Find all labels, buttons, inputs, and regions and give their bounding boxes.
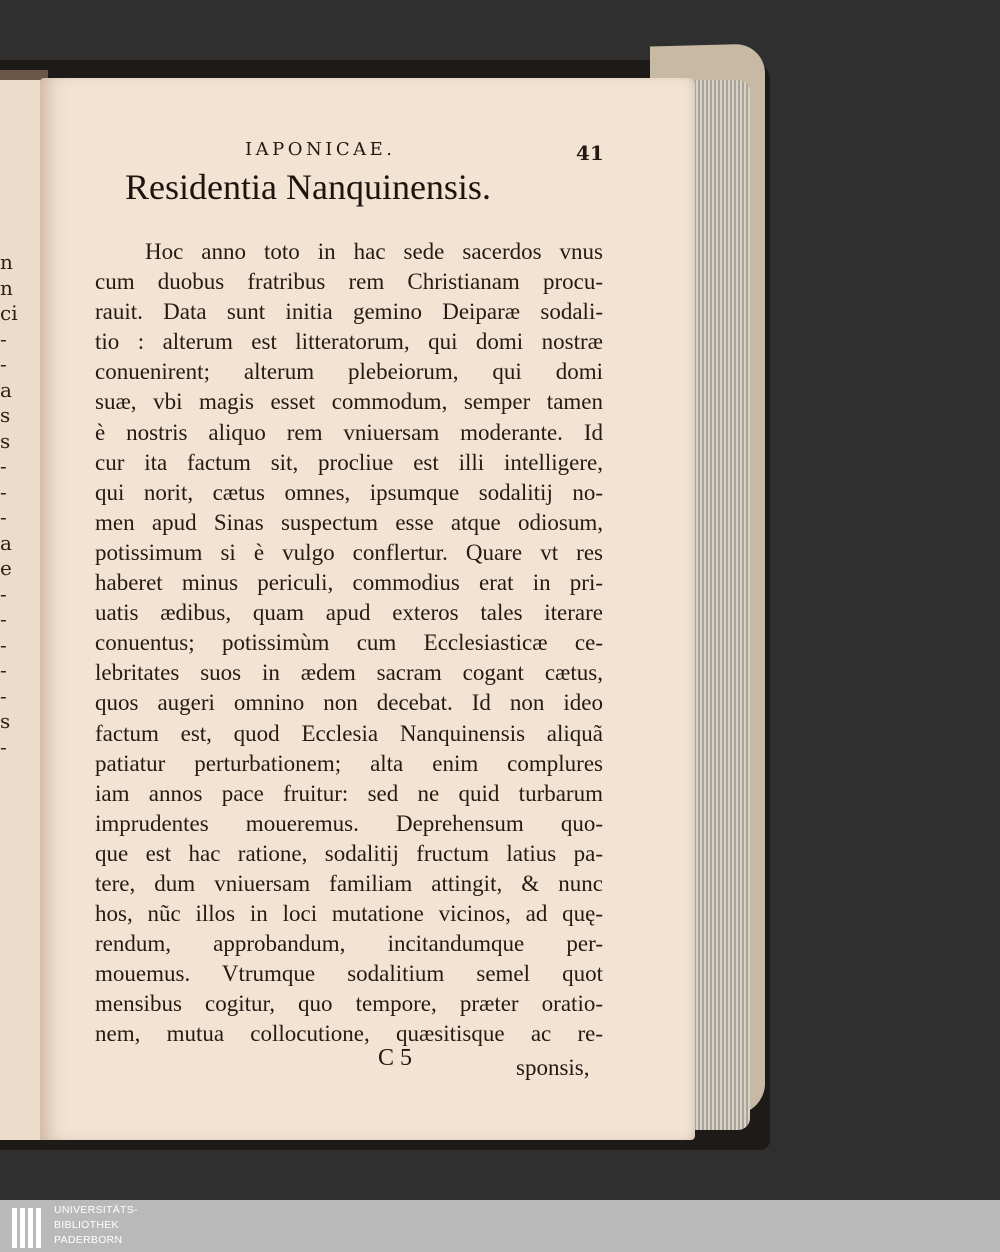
left-page-fragment: -: [0, 479, 7, 504]
text-line: quos augeri omnino non decebat. Id non ideo: [95, 690, 603, 716]
library-footer: [0, 1200, 1000, 1252]
left-page-fragment: ci: [0, 301, 18, 325]
left-page-fragments: [0, 250, 20, 760]
library-logo-icon: [10, 1204, 48, 1248]
text-line: mouemus. Vtrumque sodalitium semel quot: [95, 961, 603, 987]
left-page-fragment: s: [0, 428, 11, 453]
text-line: que est hac ratione, sodalitij fructum latius pa-: [95, 840, 603, 866]
left-page-fragment: s: [0, 403, 11, 427]
text-line: factum est, quod Ecclesia Nanquinensis aliquã: [95, 720, 603, 746]
text-line: imprudentes moueremus. Deprehensum quo-: [95, 810, 603, 836]
text-line: nem, mutua collocutione, quæsitisque ac re-: [95, 1021, 603, 1047]
text-line: Hoc anno toto in hac sede sacerdos vnus: [145, 239, 603, 264]
left-page-fragment: -: [0, 352, 7, 376]
left-page-fragment: -: [0, 607, 7, 631]
left-page-fragment: -: [0, 683, 7, 708]
text-line: haberet minus periculi, commodius erat in pri-: [95, 570, 603, 596]
text-line: lebritates suos in ædem sacram cogant cætus,: [95, 660, 603, 686]
logo-line: PADERBORN: [54, 1234, 123, 1246]
text-line: iam annos pace fruitur: sed ne quid turbarum: [95, 780, 603, 806]
text-line: rauit. Data sunt initia gemino Deiparæ sodali-: [95, 299, 603, 325]
left-page-fragment: -: [0, 632, 7, 657]
text-line: men apud Sinas suspectum esse atque odiosum,: [95, 509, 603, 535]
text-line: è nostris aliquo rem vniuersam moderante. Id: [95, 419, 603, 445]
text-line: mensibus cogitur, quo tempore, præter oratio-: [95, 991, 603, 1017]
text-line: conuenirent; alterum plebeiorum, qui domi: [95, 359, 603, 385]
body-text: [95, 237, 603, 1050]
text-line: cum duobus fratribus rem Christianam procu-: [95, 269, 603, 295]
text-line: uatis ædibus, quam apud exteros tales iterare: [95, 600, 603, 626]
page-stack: [690, 80, 750, 1130]
left-page-fragment: -: [0, 505, 7, 529]
text-line: patiatur perturbationem; alta enim complures: [95, 750, 603, 776]
left-page-fragment: e: [0, 556, 12, 580]
text-line: conuentus; potissimùm cum Ecclesiasticæ ce-: [95, 630, 603, 656]
text-line: tio : alterum est litteratorum, qui domi nostræ: [95, 329, 603, 355]
text-line: potissimum si è vulgo conflertur. Quare vt res: [95, 539, 603, 565]
text-line: rendum, approbandum, incitandumque per-: [95, 931, 603, 957]
running-header: IAPONICAE.: [245, 139, 396, 160]
left-page-fragment: n: [0, 275, 13, 300]
left-page-fragment: -: [0, 326, 7, 351]
logo-line: BIBLIOTHEK: [54, 1219, 119, 1231]
left-page-fragment: -: [0, 658, 7, 682]
left-page-fragment: n: [0, 250, 13, 274]
text-line: tere, dum vniuersam familiam attingit, & nunc: [95, 870, 603, 896]
text-line: qui norit, cætus omnes, ipsumque sodalitij no-: [95, 479, 603, 505]
section-title: Residentia Nanquinensis.: [125, 167, 491, 207]
left-page-fragment: a: [0, 530, 12, 555]
catchword: sponsis,: [516, 1055, 590, 1080]
text-line: suæ, vbi magis esset commodum, semper tamen: [95, 389, 603, 415]
text-line: hos, nũc illos in loci mutatione vicinos, ad quę-: [95, 901, 603, 927]
left-page-fragment: -: [0, 581, 7, 606]
page-number: 41: [576, 141, 604, 165]
signature-mark: C 5: [378, 1045, 413, 1071]
left-page-fragment: -: [0, 734, 7, 759]
left-page-fragment: s: [0, 709, 11, 733]
library-logo-text: [54, 1203, 138, 1248]
text-line: cur ita factum sit, procliue est illi intelligere,: [95, 449, 603, 475]
logo-line: UNIVERSITÄTS-: [54, 1204, 138, 1216]
left-page-fragment: a: [0, 377, 12, 402]
left-page-fragment: -: [0, 454, 7, 478]
